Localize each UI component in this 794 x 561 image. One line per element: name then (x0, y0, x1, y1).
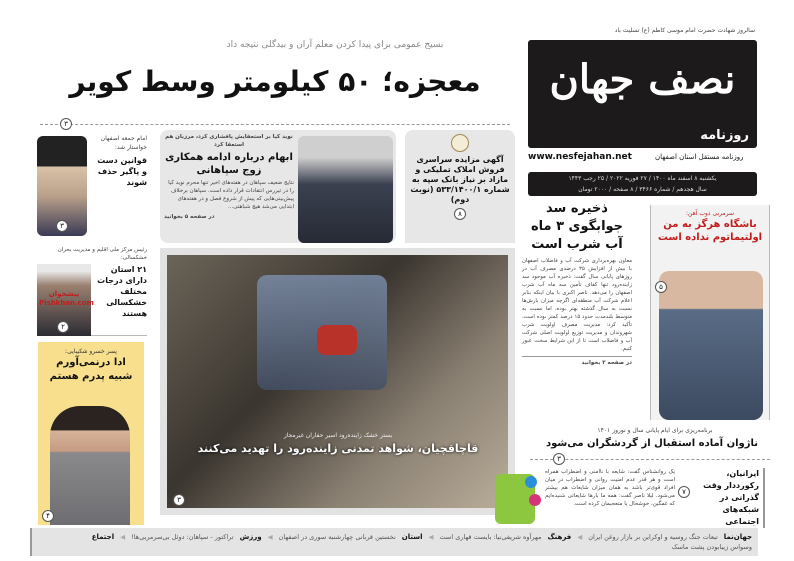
cleric-story[interactable] (37, 132, 147, 240)
instagram-icon (529, 494, 541, 506)
twitter-icon (525, 476, 537, 488)
sepahan-story[interactable] (160, 130, 396, 243)
shakibaei-story[interactable] (38, 342, 144, 525)
paper-description: روزنامه مستقل استان اصفهان (655, 153, 744, 161)
digging-photo (167, 255, 508, 508)
website-link[interactable]: www.nesfejahan.net (528, 152, 632, 162)
read-more[interactable]: در صفحه ۵ بخوانید (164, 214, 215, 220)
coaches-photo (298, 136, 393, 243)
naovan-title[interactable]: ناژوان آماده استقبال از گردشگران می‌شود (545, 438, 759, 449)
bottom-index-bar (30, 528, 758, 556)
separator-icon: ◀ (428, 533, 434, 541)
sepahan-body: نتایج ضعیف سپاهان در هفته‌های اخیر تنها محرم نوید کیا را در تیررس انتقادات قرار داده است. سپاهان برخلاف پیش‌بینی‌هایی که پیش از شروع فصل و در هفته‌های ابتدایی می‌شد هیچ شباهتی... (168, 180, 294, 210)
separator-icon: ◀ (577, 533, 583, 541)
dam-title: ذخیره سد جوابگوی ۳ ماه آب شرب است (530, 201, 624, 252)
masthead-logo (528, 40, 757, 148)
bottom-section[interactable]: ورزش (239, 533, 262, 541)
sepahan-text (164, 133, 294, 221)
bottom-section[interactable]: فرهنگ (547, 533, 572, 541)
ad-title: آگهی مزایده سراسری فروش املاک تملیکی و مازاد بر نیاز بانک سپه به شماره ۵۳۳/۱۴۰۰/۱ (نوبت دوم) (410, 155, 510, 204)
issue-line: سال هجدهم / شماره ۳۴۶۶ / ۸ صفحه / ۲۰۰۰ تومان (578, 186, 707, 193)
date-line: یکشنبه ۸ اسفند ماه ۱۴۰۰ / ۲۷ فوریه ۲۰۲۲ / ۲۵ رجب ۱۴۴۳ (568, 175, 717, 182)
bank-ad[interactable] (405, 130, 515, 243)
lead-kicker: بسیج عمومی برای پیدا کردن معلم آران و بیدگلی نتیجه داد (226, 40, 444, 50)
photo-text (178, 431, 498, 456)
photo-caption: قاچاقچیان، شواهد تمدنی زاینده‌رود را تهدید می‌کنند (197, 442, 479, 455)
divider (530, 459, 770, 460)
page-ref: ۳ (60, 118, 72, 130)
read-more[interactable]: در صفحه ۳ بخوانید (522, 356, 632, 368)
separator-icon: ◀ (267, 533, 273, 541)
coach-kicker: سرمربی ذوب آهن: (686, 210, 734, 217)
page-ref: ۴ (42, 510, 54, 522)
divider (40, 124, 510, 125)
bank-sepah-logo-icon (451, 134, 469, 152)
watermark: پیشخوان Pishkhan.com (39, 290, 94, 307)
separator-icon: ◀ (120, 533, 126, 541)
lead-headline[interactable]: معجزه؛ ۵۰ کیلومتر وسط کویر (69, 65, 481, 98)
drought-kicker: رئیس مرکز ملی اقلیم و مدیریت بحران خشکسالی: (57, 247, 147, 261)
page-ref: ۷ (678, 486, 690, 498)
bottom-headline[interactable]: تراکتور - سپاهان: دوئل بی‌سرمربی‌ها! (131, 533, 234, 541)
social-body: یک روانشناس گفت: شایعه با ناامنی و اضطراب همراه است و هر قدر عدم امنیت روانی و اضطراب در میان افراد قوی‌تر باشد به همان میزان شایعات هم بیشتر می‌شود. لیلا ناصر گفت: همه ما بارها شایعاتی شنیده‌ایم که غمگین، خوشحال یا متعجبمان کرده است. (545, 469, 675, 507)
son-photo (50, 406, 130, 525)
bottom-section[interactable]: اجتماع (91, 533, 115, 541)
sepahan-kicker: نوید کیا بر استعفایش پافشاری کرد، مرزبان هم استعفا کرد (165, 134, 293, 148)
drought-story[interactable] (37, 246, 147, 336)
page-ref: ۳ (56, 220, 68, 232)
sepahan-title: ابهام درباره ادامه همکاری زوج سپاهانی (165, 152, 293, 176)
drought-title: ۲۱ استان دارای درجات مختلف خشکسالی هستند (97, 265, 147, 318)
naovan-kicker: برنامه‌ریزی برای ایام پایانی سال و نوروز ۱۴۰۱ (597, 427, 713, 434)
son-kicker: پسر خسرو شکیبایی: (65, 348, 117, 355)
dam-story[interactable] (522, 200, 632, 422)
main-photo-story[interactable] (160, 248, 515, 515)
bottom-headline[interactable]: مهرآوه شریفی‌نیا: بایست قهاری است (439, 533, 542, 541)
page-ref: ۵ (655, 281, 667, 293)
photo-kicker: بستر خشک زاینده‌رود اسیر حفاران غیرمجاز (283, 432, 393, 439)
page-ref: ۳ (173, 494, 185, 506)
cleric-title: قوانین دست و پاگیر حذف شوند (97, 156, 147, 187)
social-title: ایرانیان، رکورددار وقت گذرانی در شبکه‌های اجتماعی (693, 468, 765, 528)
page-ref: ۳ (553, 453, 565, 465)
coach-photo (659, 271, 763, 420)
bottom-section[interactable]: استان (401, 533, 423, 541)
bottom-headline[interactable]: تبعات جنگ روسیه و اوکراین بر بازار روغن ایران (588, 533, 718, 541)
masthead-tagline: سالروز شهادت حضرت امام موسی کاظم (ع) تسلیت باد (614, 27, 755, 34)
cleric-text (91, 134, 147, 188)
social-story[interactable] (495, 468, 765, 526)
cleric-kicker: امام جمعه اصفهان خواستار شد: (100, 135, 147, 151)
coach-story[interactable] (650, 205, 770, 420)
glove (317, 325, 357, 355)
logo-text: نصف جهان (549, 56, 736, 103)
date-bar (528, 172, 757, 196)
bottom-headline[interactable]: نخستین قربانی چهارشنبه سوری در اصفهان (278, 533, 396, 541)
logo-sub: روزنامه (700, 128, 749, 143)
page-ref: ۸ (454, 208, 466, 220)
bottom-section[interactable]: جهان‌نما (723, 533, 752, 541)
son-title: ادا درنمی‌آورم شبیه پدرم هستم (49, 357, 133, 382)
dam-body: معاون بهره‌برداری شرکت آب و فاضلاب اصفهان با بیش از افزایش ۳۵ درصدی مصرف آب در روزهای پایانی سال گفت: ذخیره آب موجود سد زاینده‌رود تنها کفاف تأمین سه ماه آب شرب اصفهان را می‌دهد. ناصر اکبری با بیان اینکه بنابر اعلام شرکت آب منطقه‌ای اگرچه میزان بارش‌ها نسبت به سال گذشته بهتر بوده، اما نسبت به متوسط بلندمدت حدود ۱۵ درصد کمتر بوده است، تأکید کرد: مدیریت مصرف اولویت شرب شهروندان و مدیریت توزیع اولویت اصلی شرکت آب و فاضلاب است تا از این شرایط سخت عبور کنیم. (522, 258, 632, 352)
bottom-headline[interactable]: وسواس زیبابودن پشت ماسک (671, 543, 752, 551)
page-ref: ۲ (57, 321, 69, 333)
coach-title: باشگاه هرگز به من اولتیماتوم نداده است (657, 219, 763, 243)
